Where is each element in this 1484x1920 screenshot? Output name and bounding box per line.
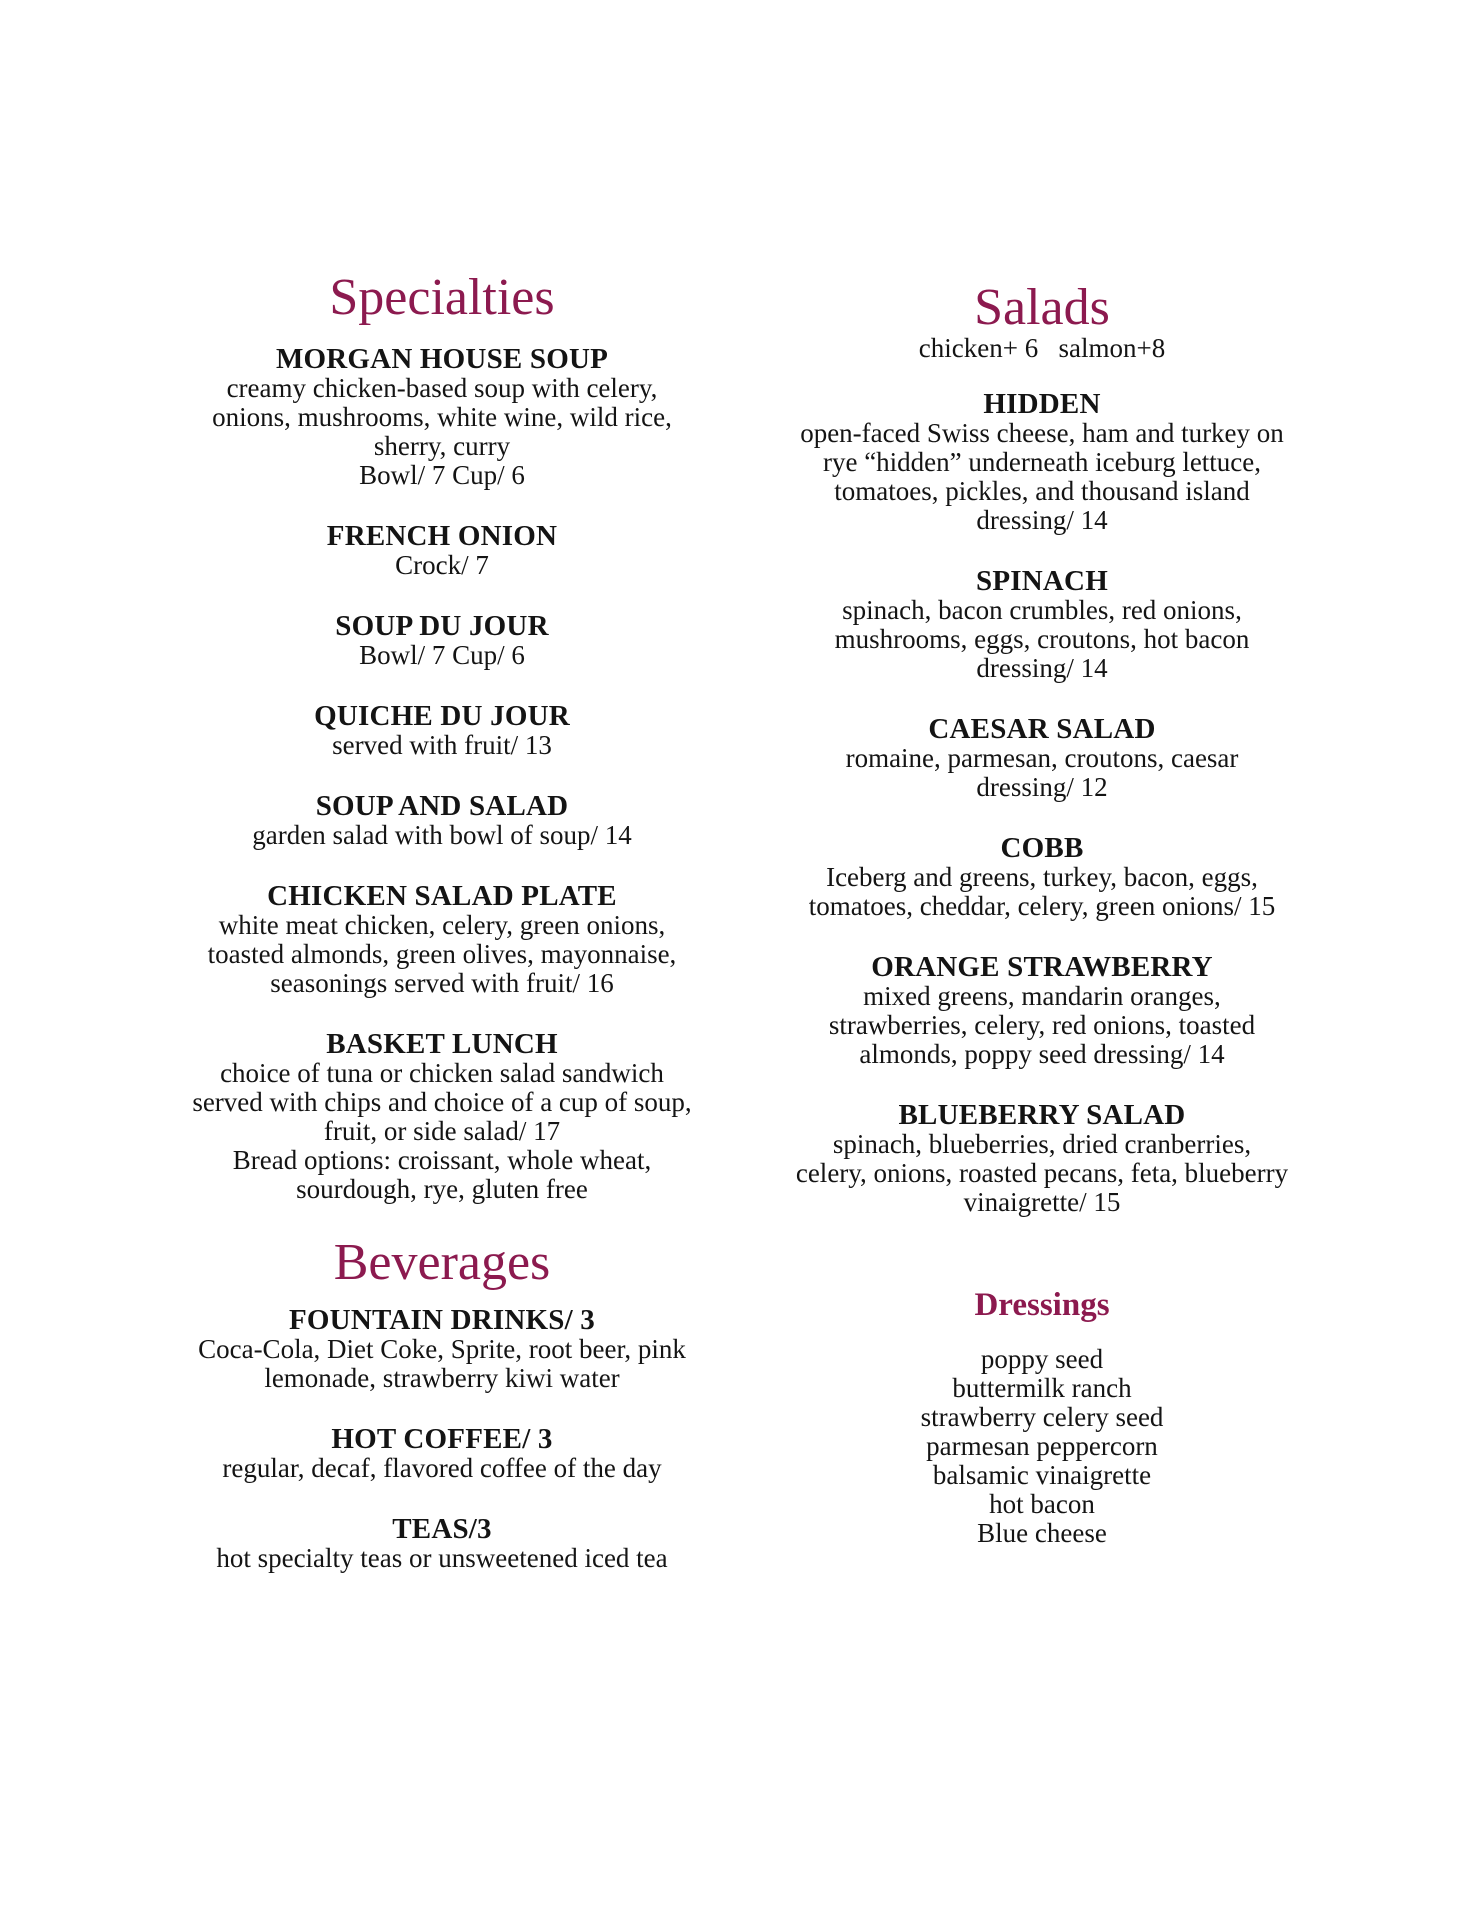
specialty-item-description: Crock/ 7 <box>395 550 489 580</box>
dressings-title: Dressings <box>974 1287 1110 1323</box>
right-column <box>742 278 1342 1548</box>
beverage-item <box>142 1305 742 1393</box>
salad-item <box>742 952 1342 1069</box>
specialty-item-description: Bowl/ 7 Cup/ 6 <box>359 640 525 670</box>
specialty-item-name: QUICHE DU JOUR <box>314 700 570 732</box>
salad-item-description: spinach, bacon crumbles, red onions, mushrooms, eggs, croutons, hot bacon dressing/ 14 <box>834 595 1250 683</box>
beverage-item-description: hot specialty teas or unsweetened iced tea <box>216 1543 668 1573</box>
specialties-title: Specialties <box>329 269 555 326</box>
specialty-item-name: MORGAN HOUSE SOUP <box>275 343 609 375</box>
left-column <box>142 268 742 1604</box>
specialty-item <box>142 791 742 850</box>
salad-item-description: spinach, blueberries, dried cranberries, celery, onions, roasted pecans, feta, blueberry vinaigrette/ 15 <box>795 1129 1289 1217</box>
beverages-list <box>142 1305 742 1573</box>
salad-item <box>742 714 1342 802</box>
specialty-item-name: FRENCH ONION <box>326 520 558 552</box>
specialty-item-name: SOUP DU JOUR <box>335 610 549 642</box>
dressing-item: poppy seed <box>980 1344 1104 1374</box>
dressing-item: balsamic vinaigrette <box>932 1460 1152 1490</box>
specialty-item <box>142 611 742 670</box>
salad-item-name: CAESAR SALAD <box>928 713 1156 745</box>
salad-item <box>742 389 1342 535</box>
beverage-item <box>142 1424 742 1483</box>
dressing-item: Blue cheese <box>977 1518 1107 1548</box>
beverage-item-name: HOT COFFEE/ 3 <box>331 1423 553 1455</box>
dressing-item: hot bacon <box>989 1489 1095 1519</box>
salad-item <box>742 1100 1342 1217</box>
salad-item-name: COBB <box>1000 832 1084 864</box>
salad-item-description: open-faced Swiss cheese, ham and turkey on rye “hidden” underneath iceburg lettuce, tomatoes, pickles, and thousand island dressing/ 14 <box>800 418 1284 535</box>
dressing-item: strawberry celery seed <box>920 1402 1164 1432</box>
dressing-item: parmesan peppercorn <box>926 1431 1158 1461</box>
specialty-item-description: choice of tuna or chicken salad sandwich served with chips and choice of a cup of soup, fruit, or side salad/ 17 Bread options: croissant, whole wheat, sourdough, rye, gluten free <box>192 1058 692 1204</box>
salad-item <box>742 566 1342 683</box>
specialty-item <box>142 1029 742 1204</box>
salad-item-name: ORANGE STRAWBERRY <box>871 951 1213 983</box>
specialty-item-name: SOUP AND SALAD <box>315 790 569 822</box>
specialty-item-description: white meat chicken, celery, green onions, toasted almonds, green olives, mayonnaise, seasonings served with fruit/ 16 <box>207 910 677 998</box>
specialty-item <box>142 881 742 998</box>
specialty-item-name: BASKET LUNCH <box>326 1028 558 1060</box>
salad-item-description: Iceberg and greens, turkey, bacon, eggs, tomatoes, cheddar, celery, green onions/ 15 <box>808 862 1276 921</box>
salad-item-name: BLUEBERRY SALAD <box>898 1099 1186 1131</box>
dressing-item: buttermilk ranch <box>952 1373 1132 1403</box>
specialty-item-description: garden salad with bowl of soup/ 14 <box>252 820 632 850</box>
salads-title: Salads <box>974 279 1110 336</box>
beverage-item <box>142 1514 742 1573</box>
salad-item <box>742 833 1342 921</box>
salad-item-description: mixed greens, mandarin oranges, strawberries, celery, red onions, toasted almonds, poppy seed dressing/ 14 <box>828 981 1256 1069</box>
dressings-list <box>742 1345 1342 1548</box>
beverage-item-description: Coca-Cola, Diet Coke, Sprite, root beer, pink lemonade, strawberry kiwi water <box>198 1334 686 1393</box>
beverage-item-description: regular, decaf, flavored coffee of the day <box>222 1453 662 1483</box>
salad-item-name: HIDDEN <box>983 388 1101 420</box>
specialties-list <box>142 344 742 1204</box>
salad-item-description: romaine, parmesan, croutons, caesar dressing/ 12 <box>845 743 1239 802</box>
specialty-item-name: CHICKEN SALAD PLATE <box>267 880 617 912</box>
specialty-item <box>142 701 742 760</box>
beverages-title: Beverages <box>333 1234 551 1291</box>
salads-list <box>742 389 1342 1217</box>
salad-item-name: SPINACH <box>976 565 1108 597</box>
specialty-item-description: creamy chicken-based soup with celery, onions, mushrooms, white wine, wild rice, sherry, curry Bowl/ 7 Cup/ 6 <box>212 373 672 490</box>
beverage-item-name: TEAS/3 <box>392 1513 492 1545</box>
salad-addons: chicken+ 6 salmon+8 <box>918 333 1166 363</box>
specialty-item <box>142 344 742 490</box>
specialty-item-description: served with fruit/ 13 <box>332 730 552 760</box>
beverage-item-name: FOUNTAIN DRINKS/ 3 <box>289 1304 595 1336</box>
specialty-item <box>142 521 742 580</box>
